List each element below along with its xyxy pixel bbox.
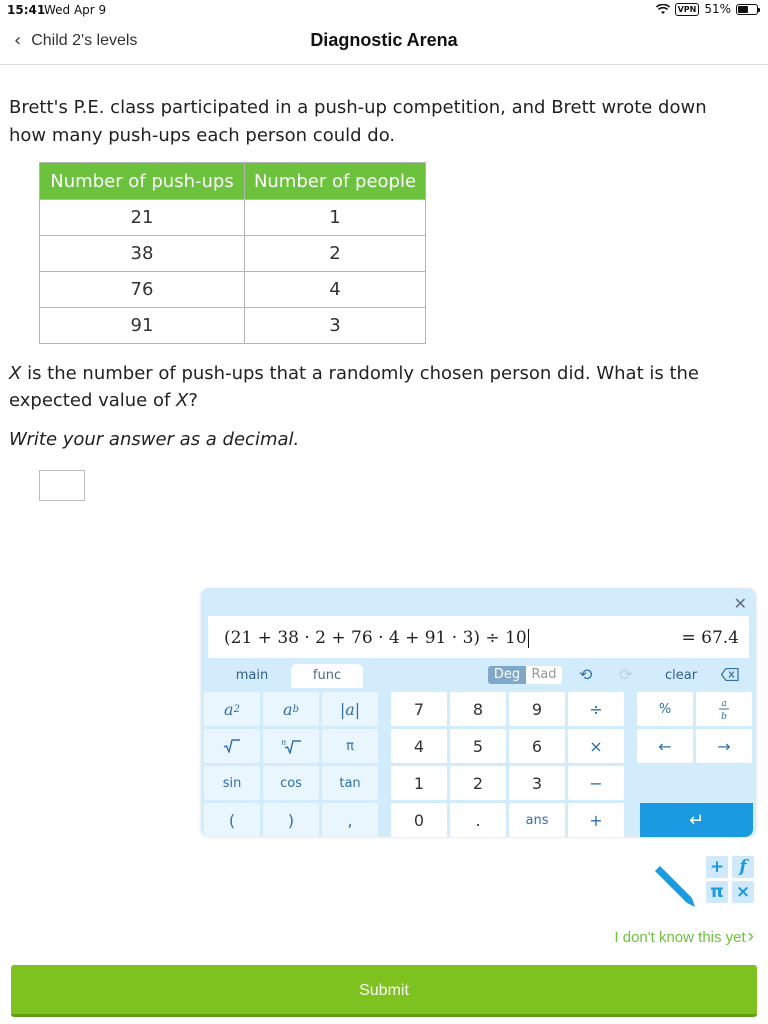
question-prompt bbox=[9, 360, 749, 414]
key-2[interactable]: 2 bbox=[450, 766, 506, 800]
function-tool-icon: f bbox=[732, 856, 754, 878]
percent-key[interactable]: % bbox=[637, 692, 693, 726]
chevron-right-icon: › bbox=[747, 926, 754, 947]
key-3[interactable]: 3 bbox=[509, 766, 565, 800]
svg-text:n: n bbox=[281, 738, 287, 747]
fraction-key[interactable] bbox=[696, 692, 752, 726]
cos-key[interactable]: cos bbox=[263, 766, 319, 800]
calculator-expression bbox=[224, 628, 529, 648]
answer-instruction: Write your answer as a decimal. bbox=[9, 429, 300, 450]
undo-icon[interactable]: ⟲ bbox=[579, 665, 593, 684]
prompt-text-2: ? bbox=[188, 390, 198, 411]
calculator-result: = 67.4 bbox=[681, 628, 739, 648]
key-9[interactable]: 9 bbox=[509, 692, 565, 726]
table-cell: 4 bbox=[245, 272, 426, 308]
svg-text:b: b bbox=[721, 712, 727, 721]
calculator-display[interactable] bbox=[208, 616, 749, 658]
table-cell: 91 bbox=[40, 308, 245, 344]
right-paren-key[interactable]: ) bbox=[263, 803, 319, 837]
comma-key[interactable]: , bbox=[322, 803, 378, 837]
table-row bbox=[40, 236, 426, 272]
right-arrow-key[interactable]: → bbox=[696, 729, 752, 763]
left-paren-key[interactable]: ( bbox=[204, 803, 260, 837]
key-7[interactable]: 7 bbox=[391, 692, 447, 726]
battery-percent: 51% bbox=[704, 2, 731, 16]
table-cell: 3 bbox=[245, 308, 426, 344]
key-8[interactable]: 8 bbox=[450, 692, 506, 726]
redo-icon[interactable]: ⟳ bbox=[619, 665, 633, 684]
multiply-key[interactable]: × bbox=[568, 729, 624, 763]
times-tool-icon: × bbox=[732, 881, 754, 903]
pushup-table bbox=[39, 162, 426, 344]
variable-x: X bbox=[176, 390, 189, 411]
table-cell: 2 bbox=[245, 236, 426, 272]
table-row bbox=[40, 272, 426, 308]
wifi-icon bbox=[656, 4, 670, 15]
vpn-badge: VPN bbox=[675, 3, 700, 16]
table-header: Number of people bbox=[245, 163, 426, 200]
table-cell: 21 bbox=[40, 200, 245, 236]
clear-button[interactable]: clear bbox=[665, 668, 698, 683]
power-key[interactable]: a b bbox=[263, 692, 319, 726]
rad-toggle[interactable]: Rad bbox=[526, 666, 562, 684]
key-6[interactable]: 6 bbox=[509, 729, 565, 763]
divide-key[interactable]: ÷ bbox=[568, 692, 624, 726]
calculator-toolbar bbox=[201, 660, 756, 688]
key-0[interactable]: 0 bbox=[391, 803, 447, 837]
answer-input[interactable] bbox=[39, 470, 85, 501]
battery-icon bbox=[736, 4, 758, 15]
back-label: Child 2's levels bbox=[31, 31, 138, 49]
calculator-panel bbox=[201, 588, 756, 836]
dont-know-label: I don't know this yet bbox=[614, 929, 746, 946]
plus-key[interactable]: + bbox=[568, 803, 624, 837]
question-intro: Brett's P.E. class participated in a push-up competition, and Brett wrote down how many push-ups each person could do. bbox=[9, 97, 707, 146]
key-1[interactable]: 1 bbox=[391, 766, 447, 800]
nth-root-key[interactable] bbox=[263, 729, 319, 763]
tab-main[interactable]: main bbox=[215, 664, 289, 688]
table-cell: 1 bbox=[245, 200, 426, 236]
left-arrow-key[interactable]: ← bbox=[637, 729, 693, 763]
abs-key[interactable]: |a| bbox=[322, 692, 378, 726]
enter-key[interactable]: ↵ bbox=[640, 803, 753, 837]
nav-bar bbox=[0, 20, 768, 65]
table-cell: 76 bbox=[40, 272, 245, 308]
pi-tool-icon: π bbox=[706, 881, 728, 903]
sqrt-key[interactable] bbox=[204, 729, 260, 763]
table-cell: 38 bbox=[40, 236, 245, 272]
minus-key[interactable]: − bbox=[568, 766, 624, 800]
variable-x: X bbox=[9, 363, 22, 384]
close-icon[interactable]: ✕ bbox=[733, 594, 747, 613]
nth-root-icon bbox=[280, 738, 302, 754]
pi-key[interactable]: π bbox=[322, 729, 378, 763]
table-row bbox=[40, 308, 426, 344]
prompt-text-1: is the number of push-ups that a randomly chosen person did. What is the expected value of bbox=[9, 363, 700, 411]
table-header: Number of push-ups bbox=[40, 163, 245, 200]
plus-tool-icon: + bbox=[706, 856, 728, 878]
submit-button[interactable]: Submit bbox=[11, 965, 757, 1017]
fraction-icon bbox=[717, 697, 731, 721]
chevron-left-icon: ‹ bbox=[14, 30, 22, 51]
key-4[interactable]: 4 bbox=[391, 729, 447, 763]
sqrt-icon bbox=[223, 739, 241, 753]
square-key[interactable]: a 2 bbox=[204, 692, 260, 726]
decimal-key[interactable]: . bbox=[450, 803, 506, 837]
tab-func[interactable]: func bbox=[291, 664, 363, 688]
status-date: Wed Apr 9 bbox=[44, 3, 107, 17]
status-bar bbox=[0, 0, 768, 20]
expression-text: (21 + 38 · 2 + 76 · 4 + 91 · 3) ÷ 10 bbox=[224, 628, 527, 648]
ans-key[interactable]: ans bbox=[509, 803, 565, 837]
key-5[interactable]: 5 bbox=[450, 729, 506, 763]
deg-toggle[interactable]: Deg bbox=[488, 666, 526, 684]
pencil-icon[interactable] bbox=[650, 862, 698, 910]
page-title: Diagnostic Arena bbox=[310, 30, 458, 50]
svg-text:a: a bbox=[721, 699, 727, 709]
dont-know-link[interactable] bbox=[614, 926, 754, 948]
table-row bbox=[40, 200, 426, 236]
sin-key[interactable]: sin bbox=[204, 766, 260, 800]
math-tools-button[interactable] bbox=[706, 856, 756, 904]
status-time: 15:41 bbox=[7, 3, 46, 17]
status-right bbox=[656, 2, 758, 16]
table-header-row bbox=[40, 163, 426, 200]
tan-key[interactable]: tan bbox=[322, 766, 378, 800]
text-cursor bbox=[528, 629, 530, 648]
backspace-icon[interactable] bbox=[721, 668, 739, 681]
